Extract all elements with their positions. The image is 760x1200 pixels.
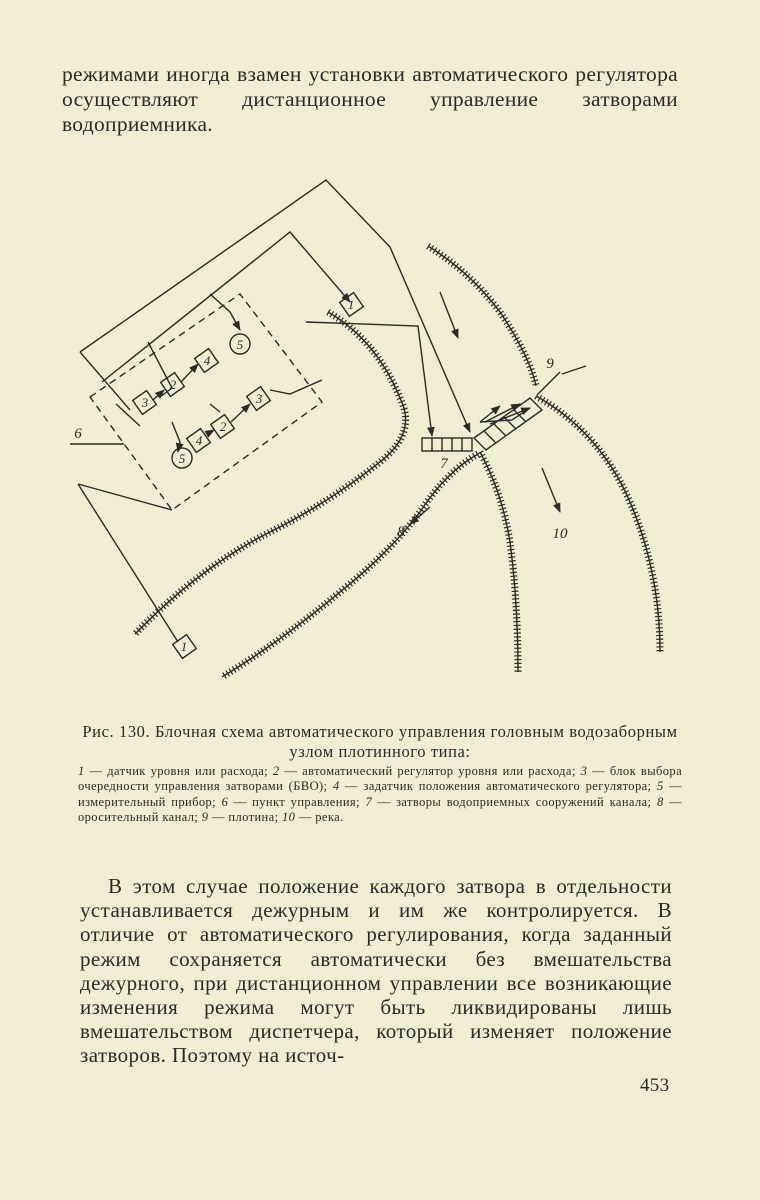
label-river: 10 bbox=[552, 526, 568, 542]
legend-num-10: 10 bbox=[282, 810, 296, 825]
label-dam: 9 bbox=[546, 356, 554, 372]
label-bvo-upper: 3 bbox=[141, 395, 149, 410]
legend-num-9: 9 bbox=[201, 810, 209, 825]
legend-text-5: измерительный прибор; bbox=[78, 794, 217, 809]
label-gauge-upper: 5 bbox=[236, 337, 244, 352]
label-sensor-bottom: 1 bbox=[180, 639, 188, 654]
legend-num-5: 5 bbox=[656, 779, 664, 794]
paragraph-main: В этом случае положение каждого затвора в отдельности устанавливается дежурным и им же контролируется. В отличие от автоматического регулирования, когда заданный режим сохраняется автоматически без вмешательства дежурного, при дистанционном управлении все возникающие изменения режима могут быть ликвидированы лишь вмешательством диспетчера, который изменяет положение затворов. Поэтому на источ- bbox=[80, 874, 672, 1068]
canal-gates bbox=[422, 438, 472, 451]
legend-text-6: пункт управления; bbox=[252, 794, 360, 809]
label-setter-upper: 4 bbox=[203, 353, 211, 368]
label-control-point: 6 bbox=[74, 426, 82, 442]
control-point-boundary bbox=[90, 294, 322, 510]
legend-text-3: блок выбора очередности управления затворами (БВО); bbox=[78, 764, 683, 794]
legend-num-2: 2 bbox=[272, 764, 280, 778]
figure-caption: Рис. 130. Блочная схема автоматического управления головным водозаборным узлом плотинного типа: bbox=[82, 722, 678, 761]
river-bank-lower bbox=[480, 452, 518, 672]
label-bvo-lower: 3 bbox=[255, 391, 263, 406]
label-canal: 8 bbox=[397, 524, 405, 540]
legend-text-8: оросительный канал; bbox=[78, 810, 199, 825]
legend-text-2: автоматический регулятор уровня или расхода; bbox=[302, 764, 576, 778]
legend-num-6: 6 bbox=[221, 794, 229, 809]
canal-bank-outer bbox=[135, 312, 406, 634]
river-bank-right bbox=[536, 396, 660, 652]
legend-num-7: 7 bbox=[365, 794, 373, 809]
label-regulator-upper: 2 bbox=[169, 377, 177, 392]
block-diagram bbox=[60, 172, 700, 702]
label-sensor-top: 1 bbox=[347, 297, 355, 312]
legend-text-7: затворы водоприемных сооружений канала; bbox=[396, 794, 652, 809]
label-regulator-lower: 2 bbox=[219, 419, 227, 434]
paragraph-top: режимами иногда взамен установки автоматического регулятора осуществляют дистанционное управление затворами водоприемника. bbox=[62, 62, 678, 136]
river-flow-arrow-lower bbox=[542, 468, 560, 512]
label-setter-lower: 4 bbox=[195, 433, 203, 448]
legend-text-1: датчик уровня или расхода; bbox=[107, 764, 269, 778]
river-bank-left bbox=[428, 246, 536, 386]
river-flow-arrow bbox=[440, 292, 458, 338]
legend-num-8: 8 bbox=[656, 794, 664, 809]
legend-text-4: задатчик положения автоматического регулятора; bbox=[363, 779, 652, 794]
figure-legend: 1 — датчик уровня или расхода; 2 — автоматический регулятор уровня или расхода; 3 — блок выбора очередности управления затворами (БВО); 4 — задатчик положения автоматического регулятора; 5 — измерительный прибор; 6 — пункт управления; 7 — затворы водоприемных сооружений канала; 8 — оросительный канал; 9 — плотина; 10 — река. bbox=[78, 764, 683, 825]
legend-num-4: 4 bbox=[332, 779, 340, 794]
legend-text-10: река. bbox=[315, 810, 344, 825]
label-gates: 7 bbox=[440, 456, 448, 472]
canal-bank-inner bbox=[222, 454, 478, 677]
page-number: 453 bbox=[640, 1075, 670, 1096]
label-gauge-lower: 5 bbox=[178, 451, 186, 466]
legend-num-1: 1 bbox=[78, 764, 85, 778]
legend-num-3: 3 bbox=[580, 764, 588, 778]
figure-130 bbox=[60, 172, 700, 702]
legend-text-9: плотина; bbox=[228, 810, 279, 825]
dam bbox=[474, 398, 542, 450]
